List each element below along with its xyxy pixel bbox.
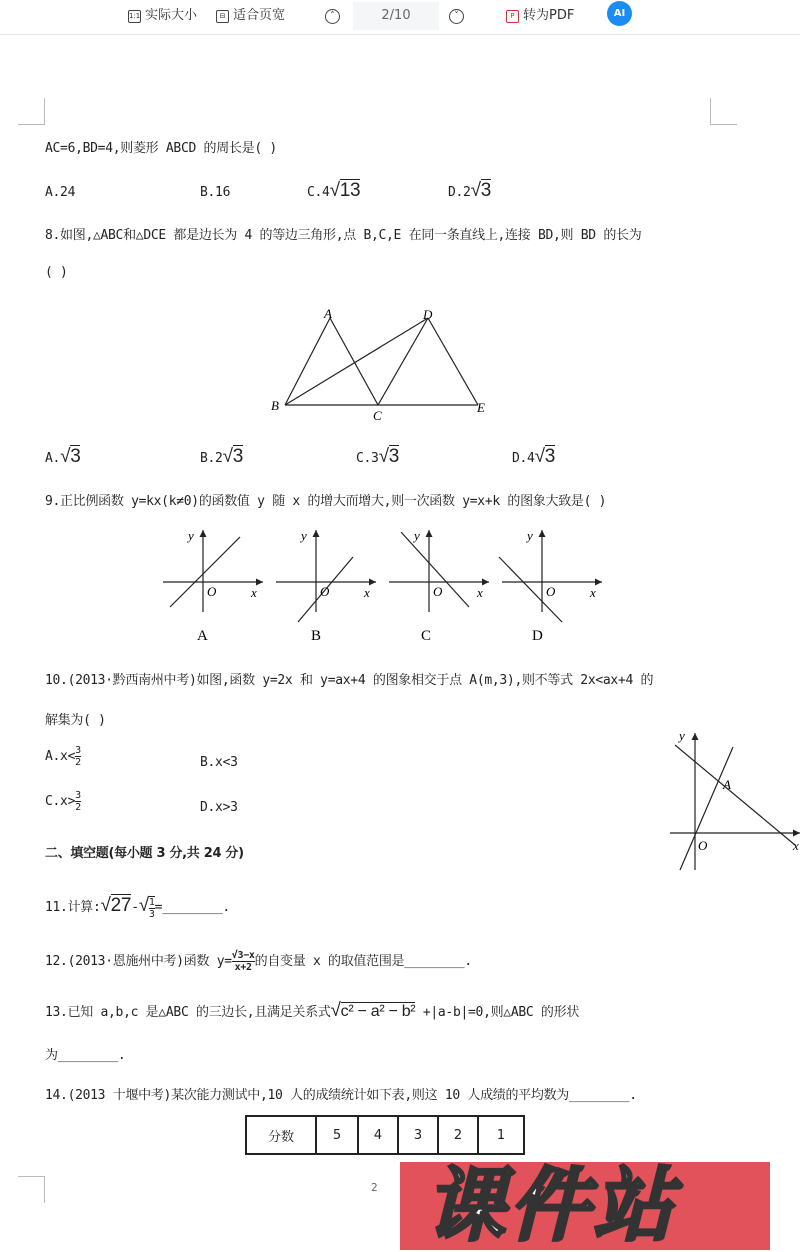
q10-option-d: D.x>3	[200, 800, 238, 815]
q8-option-d: D.4√3	[512, 446, 556, 467]
graph-b	[276, 530, 376, 622]
svg-text:x: x	[590, 585, 596, 600]
watermark-text: 课件站	[425, 1159, 677, 1252]
q10-graph	[665, 725, 800, 875]
svg-text:O: O	[698, 838, 708, 853]
q10-stem: 10.(2013·黔西南州中考)如图,函数 y=2x 和 y=ax+4 的图象相交于点 A(m,3),则不等式 2x<ax+4 的	[45, 673, 654, 688]
fit-width-icon: ⊟	[216, 10, 229, 23]
svg-text:O: O	[546, 584, 556, 599]
fit-width-label: 适合页宽	[233, 8, 286, 23]
table-header-cell: 分数	[246, 1116, 316, 1154]
actual-size-label: 实际大小	[145, 8, 198, 23]
svg-text:y: y	[301, 528, 307, 543]
chevron-up-icon: ˄	[325, 9, 340, 24]
graph-label-b: B	[311, 628, 322, 644]
graph-label-a: A	[197, 628, 208, 644]
svg-text:O: O	[320, 584, 330, 599]
point-label-d: D	[423, 307, 433, 322]
svg-text:x: x	[793, 838, 799, 853]
table-cell: 5	[316, 1116, 358, 1154]
page-indicator-input[interactable]: 2/10	[353, 2, 439, 30]
q8-option-b: B.2√3	[200, 446, 244, 467]
svg-text:x: x	[364, 585, 370, 600]
graph-a	[163, 530, 263, 612]
table-cell: 3	[398, 1116, 438, 1154]
page-corner-mark	[18, 1176, 45, 1203]
q8-paren: ( )	[45, 265, 68, 280]
graph-label-d: D	[532, 628, 543, 644]
next-page-button[interactable]	[449, 4, 464, 28]
q8-triangle-figure	[260, 300, 500, 425]
q11: 11.计算:√27-√ $\frac{1}{3}$ =________.	[45, 895, 230, 920]
chevron-down-icon: ˅	[449, 9, 464, 24]
svg-text:y: y	[527, 528, 533, 543]
q10-stem-2: 解集为( )	[45, 713, 106, 728]
q7-stem: AC=6,BD=4,则菱形 ABCD 的周长是( )	[45, 141, 277, 156]
prev-page-button[interactable]	[325, 4, 340, 28]
q7-option-b: B.16	[200, 185, 231, 200]
q12: 12.(2013·恩施州中考)函数 y= $\frac{√3-x}{x+2}$ 的自变量 x 的取值范围是________.	[45, 950, 472, 973]
q7-option-d: D.2√3	[448, 180, 492, 201]
graph-label-c: C	[421, 628, 432, 644]
q8-stem: 8.如图,△ABC和△DCE 都是边长为 4 的等边三角形,点 B,C,E 在同一条直线上,连接 BD,则 BD 的长为	[45, 228, 642, 243]
to-pdf-label: 转为PDF	[523, 8, 575, 23]
toolbar	[0, 0, 800, 35]
q10-option-c: C.x> $\frac{3}{2}$	[45, 790, 81, 813]
svg-text:y: y	[679, 728, 685, 743]
point-label-b: B	[271, 398, 279, 413]
svg-text:y: y	[188, 528, 194, 543]
q9-stem: 9.正比例函数 y=kx(k≠0)的函数值 y 随 x 的增大而增大,则一次函数 y=x+k 的图象大致是( )	[45, 494, 607, 509]
point-label-e: E	[477, 400, 485, 415]
actual-size-icon: 1:1	[128, 10, 141, 23]
svg-text:y: y	[414, 528, 420, 543]
table-cell: 4	[358, 1116, 398, 1154]
q13: 13.已知 a,b,c 是△ABC 的三边长,且满足关系式√c² − a² − b² +|a-b|=0,则△ABC 的形状	[45, 1000, 580, 1021]
svg-text:A: A	[723, 777, 731, 792]
score-table	[245, 1115, 525, 1155]
page-number: 2	[371, 1181, 378, 1194]
q14-stem: 14.(2013 十堰中考)某次能力测试中,10 人的成绩统计如下表,则这 10 人成绩的平均数为________.	[45, 1088, 637, 1103]
q8-option-c: C.3√3	[356, 446, 400, 467]
pdf-icon: P	[506, 10, 519, 23]
graph-d	[499, 530, 602, 622]
svg-text:O: O	[433, 584, 443, 599]
graph-c	[389, 530, 489, 612]
ai-assistant-button[interactable]: AI	[607, 1, 632, 26]
q10-option-a: A.x< $\frac{3}{2}$	[45, 745, 81, 768]
q7-option-a: A.24	[45, 185, 76, 200]
q10-option-b: B.x<3	[200, 755, 238, 770]
page-corner-mark	[710, 98, 737, 125]
point-label-c: C	[373, 408, 382, 423]
to-pdf-button[interactable]	[506, 4, 574, 28]
point-label-a: A	[324, 306, 332, 321]
svg-text:x: x	[477, 585, 483, 600]
q7-option-c: C.4√13	[307, 180, 361, 201]
actual-size-button[interactable]	[128, 4, 197, 28]
q8-option-a: A.√3	[45, 446, 81, 467]
fit-width-button[interactable]	[216, 4, 285, 28]
table-cell: 2	[438, 1116, 478, 1154]
q9-graphs	[155, 522, 605, 650]
svg-text:x: x	[251, 585, 257, 600]
table-cell: 1	[478, 1116, 524, 1154]
section-2-heading: 二、填空题(每小题 3 分,共 24 分)	[45, 846, 244, 861]
svg-text:O: O	[207, 584, 217, 599]
page-corner-mark	[18, 98, 45, 125]
q13-line-2: 为________.	[45, 1048, 126, 1063]
